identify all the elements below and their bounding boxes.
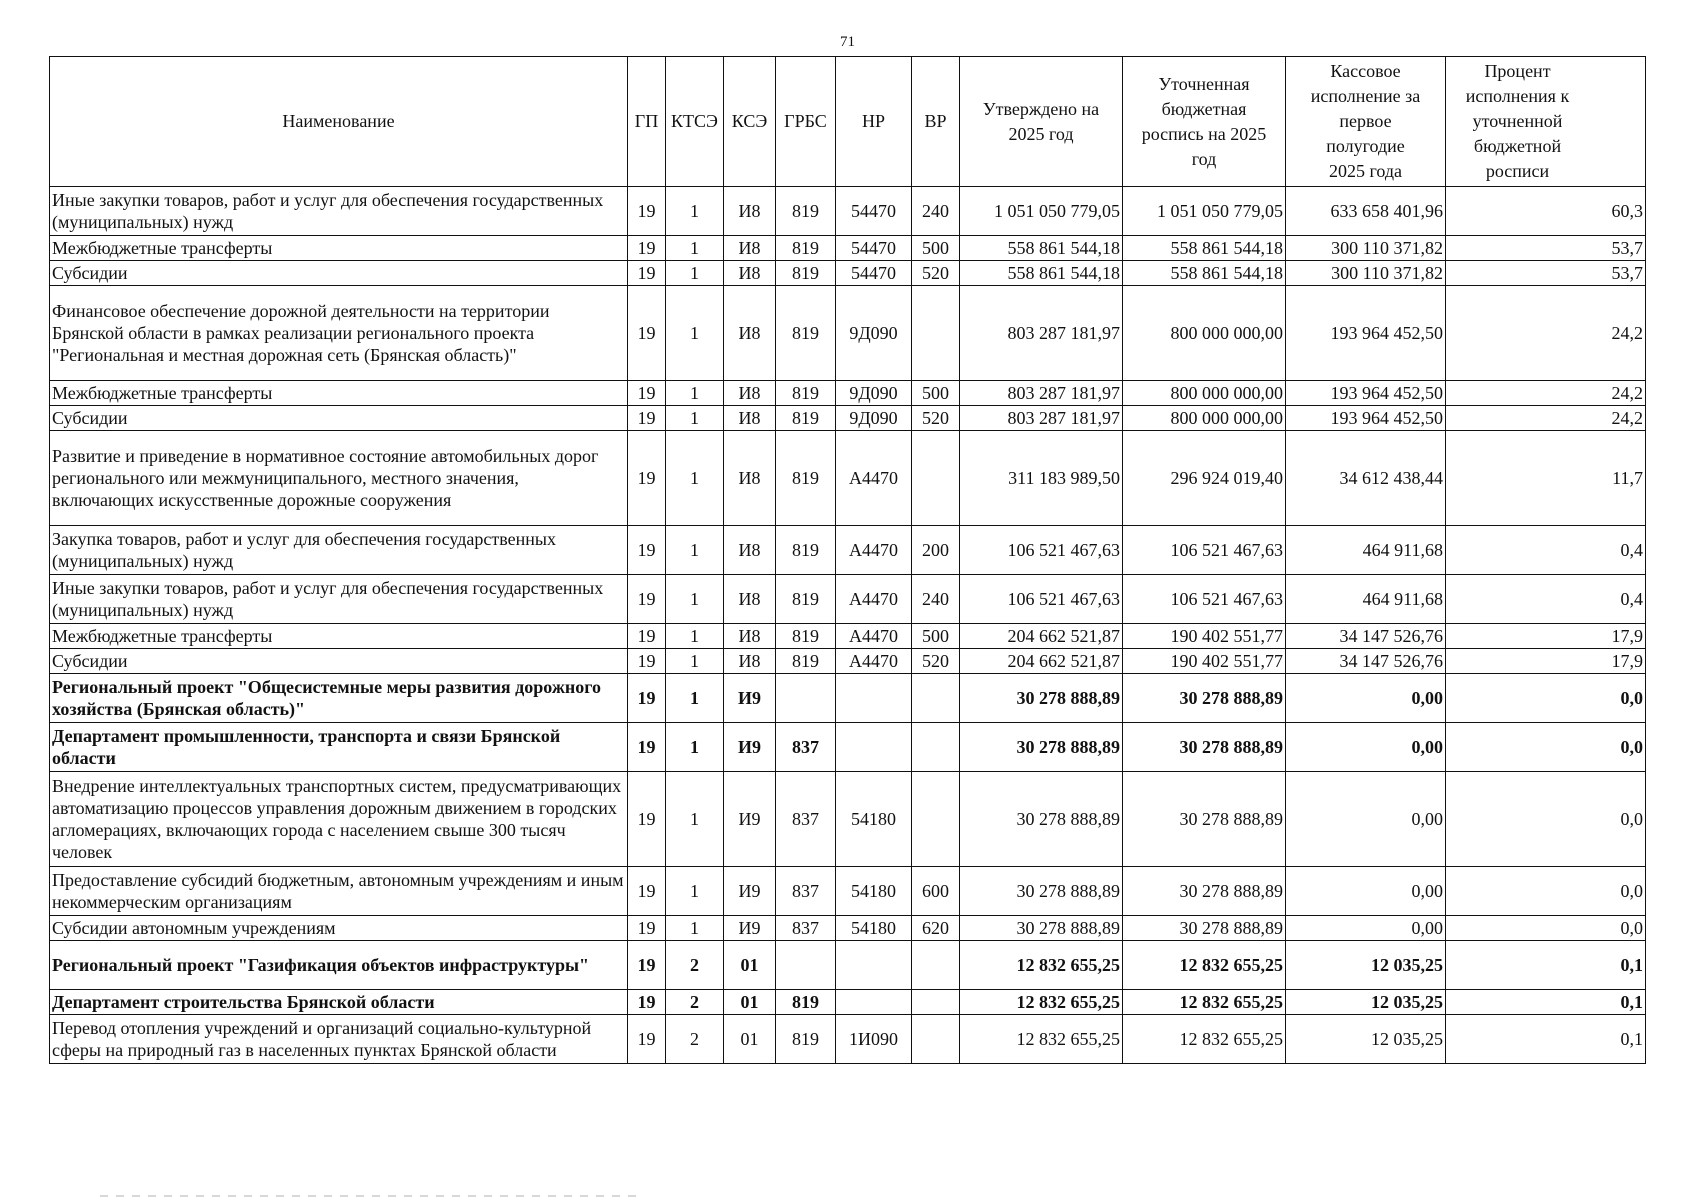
cell-name: Субсидии автономным учреждениям: [50, 916, 628, 941]
cell-nr: 54470: [836, 187, 912, 236]
cell-cash: 34 612 438,44: [1286, 431, 1446, 526]
cell-refined: 30 278 888,89: [1123, 772, 1286, 867]
cell-vr: 500: [912, 624, 960, 649]
cell-grbs: 837: [776, 916, 836, 941]
cell-gp: 19: [628, 261, 666, 286]
cell-nr: 9Д090: [836, 286, 912, 381]
cell-refined: 190 402 551,77: [1123, 649, 1286, 674]
cell-kse: И8: [724, 624, 776, 649]
cell-gp: 19: [628, 772, 666, 867]
cell-name: Департамент строительства Брянской области: [50, 990, 628, 1015]
cell-approved: 12 832 655,25: [960, 1015, 1123, 1064]
cell-kse: И8: [724, 261, 776, 286]
cell-grbs: 819: [776, 575, 836, 624]
cell-percent: 0,1: [1446, 990, 1646, 1015]
table-header-row: [50, 57, 1646, 187]
cell-name: Перевод отопления учреждений и организаций социально-культурной сферы на природный газ в населенных пунктах Брянской области: [50, 1015, 628, 1064]
cell-approved: 204 662 521,87: [960, 624, 1123, 649]
cell-nr: 54470: [836, 236, 912, 261]
table-row: [50, 1015, 1646, 1064]
cell-approved: 558 861 544,18: [960, 236, 1123, 261]
cell-gp: 19: [628, 941, 666, 990]
cell-vr: 600: [912, 867, 960, 916]
cell-cash: 0,00: [1286, 867, 1446, 916]
cell-name: Субсидии: [50, 406, 628, 431]
cell-cash: 464 911,68: [1286, 526, 1446, 575]
cell-approved: 30 278 888,89: [960, 723, 1123, 772]
table-row: [50, 236, 1646, 261]
table-row: [50, 941, 1646, 990]
table-row: [50, 575, 1646, 624]
cell-name: Иные закупки товаров, работ и услуг для обеспечения государственных (муниципальных) нужд: [50, 187, 628, 236]
cell-cash: 193 964 452,50: [1286, 406, 1446, 431]
cell-nr: 1И090: [836, 1015, 912, 1064]
cell-kse: И8: [724, 526, 776, 575]
cell-kse: И8: [724, 406, 776, 431]
cell-cash: 0,00: [1286, 772, 1446, 867]
cell-percent: 0,0: [1446, 772, 1646, 867]
cell-ktse: 2: [666, 941, 724, 990]
cell-ktse: 1: [666, 261, 724, 286]
cell-percent: 0,0: [1446, 723, 1646, 772]
cell-cash: 464 911,68: [1286, 575, 1446, 624]
cell-cash: 633 658 401,96: [1286, 187, 1446, 236]
cell-refined: 30 278 888,89: [1123, 674, 1286, 723]
cell-approved: 803 287 181,97: [960, 286, 1123, 381]
cell-ktse: 1: [666, 286, 724, 381]
cell-cash: 300 110 371,82: [1286, 236, 1446, 261]
table-row: [50, 261, 1646, 286]
cell-grbs: 819: [776, 406, 836, 431]
cell-gp: 19: [628, 624, 666, 649]
cell-name: Региональный проект "Газификация объектов инфраструктуры": [50, 941, 628, 990]
cell-name: Закупка товаров, работ и услуг для обеспечения государственных (муниципальных) нужд: [50, 526, 628, 575]
header-gp: ГП: [628, 57, 666, 187]
cell-ktse: 1: [666, 772, 724, 867]
cell-refined: 12 832 655,25: [1123, 941, 1286, 990]
table-row: [50, 286, 1646, 381]
cell-nr: [836, 990, 912, 1015]
cell-percent: 24,2: [1446, 381, 1646, 406]
cell-approved: 803 287 181,97: [960, 406, 1123, 431]
table-row: [50, 867, 1646, 916]
budget-execution-table: [49, 56, 1646, 1064]
cell-nr: А4470: [836, 431, 912, 526]
cell-cash: 0,00: [1286, 723, 1446, 772]
cell-grbs: 819: [776, 236, 836, 261]
cell-percent: 17,9: [1446, 649, 1646, 674]
cell-vr: 200: [912, 526, 960, 575]
cell-ktse: 1: [666, 723, 724, 772]
table-row: [50, 723, 1646, 772]
cell-grbs: 819: [776, 1015, 836, 1064]
cell-nr: 54180: [836, 867, 912, 916]
cell-vr: [912, 941, 960, 990]
cell-gp: 19: [628, 406, 666, 431]
cell-approved: 106 521 467,63: [960, 526, 1123, 575]
cell-kse: 01: [724, 941, 776, 990]
table-row: [50, 990, 1646, 1015]
cell-cash: 34 147 526,76: [1286, 624, 1446, 649]
cell-approved: 12 832 655,25: [960, 990, 1123, 1015]
header-percent: Процент исполнения к уточненной бюджетной росписи: [1446, 57, 1646, 187]
cell-gp: 19: [628, 990, 666, 1015]
cell-kse: И9: [724, 723, 776, 772]
cell-nr: 54470: [836, 261, 912, 286]
cell-ktse: 1: [666, 236, 724, 261]
table-row: [50, 431, 1646, 526]
cell-gp: 19: [628, 286, 666, 381]
cell-grbs: 819: [776, 649, 836, 674]
cell-name: Развитие и приведение в нормативное состояние автомобильных дорог регионального или межмуниципального, местного значения, включающих искусственные дорожные сооружения: [50, 431, 628, 526]
cell-kse: И8: [724, 649, 776, 674]
cell-nr: А4470: [836, 526, 912, 575]
cell-gp: 19: [628, 916, 666, 941]
cell-approved: 30 278 888,89: [960, 674, 1123, 723]
cell-cash: 0,00: [1286, 674, 1446, 723]
cell-percent: 24,2: [1446, 406, 1646, 431]
cell-name: Внедрение интеллектуальных транспортных систем, предусматривающих автоматизацию процессов управления дорожным движением в городских агломерациях, включающих города с населением свыше 300 тысяч человек: [50, 772, 628, 867]
cell-nr: [836, 941, 912, 990]
cell-nr: А4470: [836, 575, 912, 624]
cell-cash: 12 035,25: [1286, 1015, 1446, 1064]
cell-percent: 0,0: [1446, 674, 1646, 723]
cell-approved: 558 861 544,18: [960, 261, 1123, 286]
cell-percent: 11,7: [1446, 431, 1646, 526]
cell-grbs: 837: [776, 723, 836, 772]
cell-refined: 30 278 888,89: [1123, 723, 1286, 772]
cell-gp: 19: [628, 649, 666, 674]
cell-nr: 9Д090: [836, 381, 912, 406]
header-grbs: ГРБС: [776, 57, 836, 187]
cell-grbs: 819: [776, 381, 836, 406]
cell-gp: 19: [628, 575, 666, 624]
cell-refined: 30 278 888,89: [1123, 867, 1286, 916]
cell-name: Финансовое обеспечение дорожной деятельности на территории Брянской области в рамках реализации регионального проекта "Региональная и местная дорожная сеть (Брянская область)": [50, 286, 628, 381]
cell-ktse: 1: [666, 916, 724, 941]
cell-refined: 296 924 019,40: [1123, 431, 1286, 526]
cell-nr: [836, 723, 912, 772]
cell-refined: 12 832 655,25: [1123, 990, 1286, 1015]
cell-percent: 0,4: [1446, 526, 1646, 575]
cell-gp: 19: [628, 431, 666, 526]
cell-ktse: 1: [666, 867, 724, 916]
cell-approved: 12 832 655,25: [960, 941, 1123, 990]
cell-ktse: 1: [666, 575, 724, 624]
table-body: [50, 187, 1646, 1064]
cell-approved: 30 278 888,89: [960, 867, 1123, 916]
cell-grbs: 819: [776, 187, 836, 236]
cell-approved: 803 287 181,97: [960, 381, 1123, 406]
cell-grbs: 819: [776, 261, 836, 286]
cell-percent: 53,7: [1446, 236, 1646, 261]
header-kse: КСЭ: [724, 57, 776, 187]
cell-vr: [912, 286, 960, 381]
cell-ktse: 1: [666, 526, 724, 575]
cell-refined: 106 521 467,63: [1123, 575, 1286, 624]
cell-refined: 558 861 544,18: [1123, 261, 1286, 286]
cell-name: Предоставление субсидий бюджетным, автономным учреждениям и иным некоммерческим организациям: [50, 867, 628, 916]
cell-nr: 9Д090: [836, 406, 912, 431]
cell-kse: 01: [724, 990, 776, 1015]
cell-ktse: 1: [666, 187, 724, 236]
cell-kse: И9: [724, 772, 776, 867]
cell-name: Субсидии: [50, 649, 628, 674]
cell-gp: 19: [628, 674, 666, 723]
cell-kse: И8: [724, 236, 776, 261]
cell-name: Иные закупки товаров, работ и услуг для обеспечения государственных (муниципальных) нужд: [50, 575, 628, 624]
cell-ktse: 1: [666, 624, 724, 649]
cell-name: Региональный проект "Общесистемные меры развития дорожного хозяйства (Брянская область)": [50, 674, 628, 723]
cell-kse: 01: [724, 1015, 776, 1064]
header-nr: НР: [836, 57, 912, 187]
cell-gp: 19: [628, 867, 666, 916]
cell-refined: 558 861 544,18: [1123, 236, 1286, 261]
cell-vr: [912, 772, 960, 867]
cell-vr: [912, 674, 960, 723]
header-vr: ВР: [912, 57, 960, 187]
cell-grbs: [776, 674, 836, 723]
cell-grbs: 819: [776, 286, 836, 381]
cell-gp: 19: [628, 1015, 666, 1064]
cell-gp: 19: [628, 187, 666, 236]
cell-percent: 0,4: [1446, 575, 1646, 624]
cell-gp: 19: [628, 236, 666, 261]
cell-refined: 106 521 467,63: [1123, 526, 1286, 575]
cell-percent: 60,3: [1446, 187, 1646, 236]
cell-vr: 520: [912, 649, 960, 674]
cell-refined: 800 000 000,00: [1123, 286, 1286, 381]
cell-vr: 500: [912, 381, 960, 406]
table-row: [50, 649, 1646, 674]
cell-approved: 204 662 521,87: [960, 649, 1123, 674]
table-row: [50, 526, 1646, 575]
cell-kse: И9: [724, 916, 776, 941]
cell-cash: 193 964 452,50: [1286, 381, 1446, 406]
cell-name: Межбюджетные трансферты: [50, 381, 628, 406]
header-cash: Кассовое исполнение за первое полугодие 2025 года: [1286, 57, 1446, 187]
cell-grbs: 819: [776, 624, 836, 649]
cell-approved: 1 051 050 779,05: [960, 187, 1123, 236]
cell-grbs: 819: [776, 990, 836, 1015]
cell-percent: 0,0: [1446, 916, 1646, 941]
cell-approved: 311 183 989,50: [960, 431, 1123, 526]
cell-kse: И8: [724, 286, 776, 381]
cell-name: Департамент промышленности, транспорта и связи Брянской области: [50, 723, 628, 772]
cell-ktse: 1: [666, 674, 724, 723]
cell-refined: 1 051 050 779,05: [1123, 187, 1286, 236]
cell-name: Межбюджетные трансферты: [50, 624, 628, 649]
table-row: [50, 187, 1646, 236]
cell-vr: [912, 1015, 960, 1064]
table-row: [50, 916, 1646, 941]
cell-ktse: 1: [666, 431, 724, 526]
table-row: [50, 381, 1646, 406]
cell-gp: 19: [628, 723, 666, 772]
cell-approved: 30 278 888,89: [960, 772, 1123, 867]
header-name: Наименование: [50, 57, 628, 187]
cell-vr: 520: [912, 406, 960, 431]
cell-ktse: 2: [666, 990, 724, 1015]
cell-percent: 0,1: [1446, 941, 1646, 990]
cell-name: Субсидии: [50, 261, 628, 286]
cell-nr: 54180: [836, 916, 912, 941]
cell-kse: И8: [724, 431, 776, 526]
cell-refined: 800 000 000,00: [1123, 406, 1286, 431]
cell-refined: 800 000 000,00: [1123, 381, 1286, 406]
cell-vr: [912, 990, 960, 1015]
cell-kse: И8: [724, 381, 776, 406]
cell-grbs: 819: [776, 431, 836, 526]
cell-grbs: 837: [776, 772, 836, 867]
cell-kse: И9: [724, 867, 776, 916]
table-row: [50, 406, 1646, 431]
cell-gp: 19: [628, 381, 666, 406]
cell-grbs: 819: [776, 526, 836, 575]
cell-name: Межбюджетные трансферты: [50, 236, 628, 261]
cell-grbs: 837: [776, 867, 836, 916]
cell-percent: 0,1: [1446, 1015, 1646, 1064]
cell-refined: 12 832 655,25: [1123, 1015, 1286, 1064]
cell-gp: 19: [628, 526, 666, 575]
cell-nr: 54180: [836, 772, 912, 867]
cell-ktse: 1: [666, 406, 724, 431]
cell-cash: 193 964 452,50: [1286, 286, 1446, 381]
cell-percent: 0,0: [1446, 867, 1646, 916]
cell-cash: 12 035,25: [1286, 990, 1446, 1015]
cell-cash: 300 110 371,82: [1286, 261, 1446, 286]
header-refined: Уточненная бюджетная роспись на 2025 год: [1123, 57, 1286, 187]
cell-nr: А4470: [836, 624, 912, 649]
cell-percent: 24,2: [1446, 286, 1646, 381]
header-approved: Утверждено на 2025 год: [960, 57, 1123, 187]
table-row: [50, 624, 1646, 649]
cell-vr: [912, 723, 960, 772]
cell-cash: 34 147 526,76: [1286, 649, 1446, 674]
cell-vr: 240: [912, 575, 960, 624]
cell-kse: И8: [724, 187, 776, 236]
cell-nr: [836, 674, 912, 723]
cell-refined: 30 278 888,89: [1123, 916, 1286, 941]
cell-vr: 240: [912, 187, 960, 236]
table-row: [50, 772, 1646, 867]
cell-vr: 520: [912, 261, 960, 286]
cell-approved: 30 278 888,89: [960, 916, 1123, 941]
cell-percent: 17,9: [1446, 624, 1646, 649]
cell-vr: 620: [912, 916, 960, 941]
cell-ktse: 2: [666, 1015, 724, 1064]
cell-refined: 190 402 551,77: [1123, 624, 1286, 649]
table-row: [50, 674, 1646, 723]
cell-percent: 53,7: [1446, 261, 1646, 286]
cell-kse: И8: [724, 575, 776, 624]
cell-kse: И9: [724, 674, 776, 723]
cell-grbs: [776, 941, 836, 990]
cell-approved: 106 521 467,63: [960, 575, 1123, 624]
page-number: 71: [840, 34, 855, 50]
scan-artifact: [100, 1195, 640, 1197]
cell-vr: [912, 431, 960, 526]
cell-ktse: 1: [666, 649, 724, 674]
cell-vr: 500: [912, 236, 960, 261]
cell-cash: 0,00: [1286, 916, 1446, 941]
cell-ktse: 1: [666, 381, 724, 406]
header-ktse: КТСЭ: [666, 57, 724, 187]
cell-cash: 12 035,25: [1286, 941, 1446, 990]
cell-nr: А4470: [836, 649, 912, 674]
